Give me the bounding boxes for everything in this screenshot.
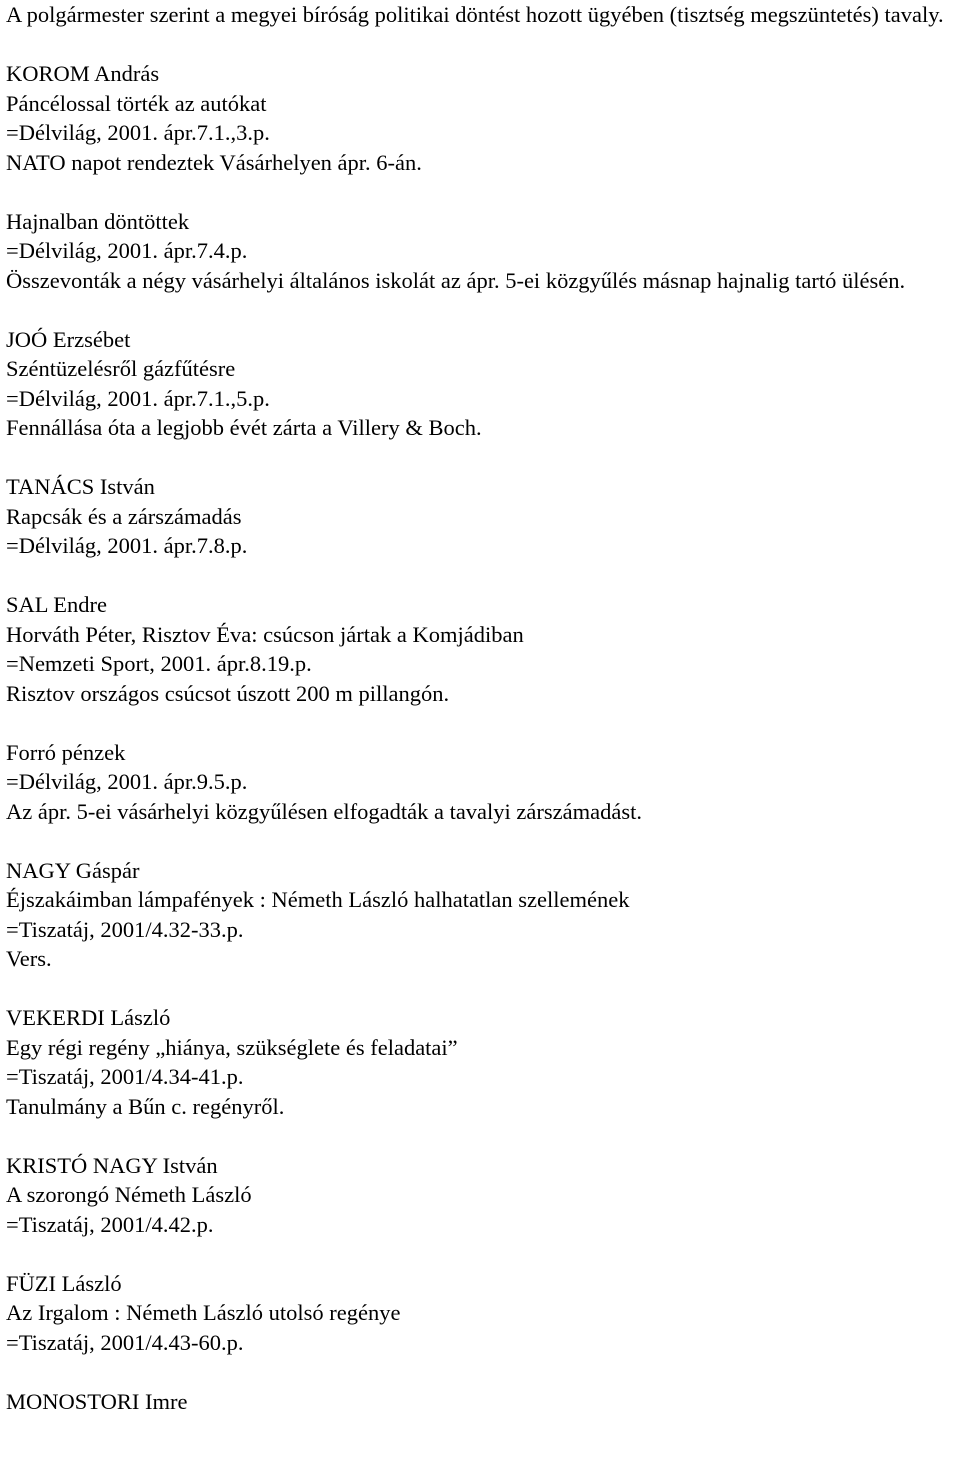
intro-text: A polgármester szerint a megyei bíróság politikai döntést hozott ügyében (tisztség megszüntetés) tavaly. (6, 2, 944, 27)
entry-source: =Nemzeti Sport, 2001. ápr.8.19.p. (6, 651, 312, 676)
entry-author: KOROM András (6, 61, 160, 86)
entry-author: TANÁCS István (6, 474, 155, 499)
entry-title: Forró pénzek (6, 739, 126, 765)
entry-note: Risztov országos csúcsot úszott 200 m pillangón. (6, 680, 450, 706)
bibliography-entry (6, 1387, 956, 1417)
entry-note: Fennállása óta a legjobb évét zárta a Villery & Boch. (6, 415, 482, 440)
entry-title: Széntüzelésről gázfűtésre (6, 356, 236, 381)
entry-note: Az ápr. 5-ei vásárhelyi közgyűlésen elfogadták a tavalyi zárszámadást. (6, 798, 642, 824)
entry-note: Vers. (6, 946, 52, 971)
bibliography-entry (6, 1151, 956, 1240)
entry-note: Összevonták a négy vásárhelyi általános iskolát az ápr. 5-ei közgyűlés másnap hajnalig tartó ülésén. (6, 267, 906, 293)
entry-author: KRISTÓ NAGY István (6, 1152, 218, 1178)
bibliography-entry (6, 207, 956, 296)
bibliography-entry (6, 472, 956, 561)
entry-source: =Tiszatáj, 2001/4.42.p. (6, 1211, 214, 1237)
entry-source: =Délvilág, 2001. ápr.7.4.p. (6, 238, 248, 263)
entry-title: Egy régi regény „hiánya, szükséglete és feladatai” (6, 1034, 458, 1060)
entry-author: MONOSTORI Imre (6, 1388, 188, 1414)
bibliography-entry (6, 59, 956, 177)
bibliography-entry (6, 738, 956, 827)
entry-title: Horváth Péter, Risztov Éva: csúcson jártak a Komjádiban (6, 621, 524, 647)
intro-paragraph (6, 0, 956, 30)
entry-source: =Tiszatáj, 2001/4.43-60.p. (6, 1329, 244, 1355)
entry-title: Páncélossal törték az autókat (6, 90, 267, 116)
entry-title: A szorongó Németh László (6, 1182, 252, 1207)
entry-source: =Délvilág, 2001. ápr.7.8.p. (6, 533, 248, 558)
entry-source: =Délvilág, 2001. ápr.7.1.,3.p. (6, 120, 270, 145)
bibliography-entry (6, 1003, 956, 1121)
document-page (6, 0, 956, 1416)
entry-author: JOÓ Erzsébet (6, 326, 131, 352)
entry-author: FÜZI László (6, 1270, 122, 1296)
bibliography-entry (6, 1269, 956, 1358)
entry-note: Tanulmány a Bűn c. regényről. (6, 1093, 285, 1119)
entry-author: NAGY Gáspár (6, 857, 140, 883)
entry-title: Hajnalban döntöttek (6, 208, 190, 234)
bibliography-entry (6, 325, 956, 443)
entry-title: Éjszakáimban lámpafények : Németh László halhatatlan szellemének (6, 887, 630, 912)
entry-source: =Tiszatáj, 2001/4.32-33.p. (6, 916, 244, 942)
entry-source: =Délvilág, 2001. ápr.7.1.,5.p. (6, 385, 270, 411)
bibliography-entry (6, 856, 956, 974)
bibliography-entry (6, 590, 956, 708)
entry-note: NATO napot rendeztek Vásárhelyen ápr. 6-án. (6, 149, 422, 175)
entry-title: Rapcsák és a zárszámadás (6, 503, 242, 529)
entry-author: SAL Endre (6, 592, 108, 617)
entry-source: =Tiszatáj, 2001/4.34-41.p. (6, 1064, 244, 1089)
entry-title: Az Irgalom : Németh László utolsó regénye (6, 1300, 401, 1325)
entry-source: =Délvilág, 2001. ápr.9.5.p. (6, 769, 248, 794)
entry-author: VEKERDI László (6, 1005, 171, 1030)
